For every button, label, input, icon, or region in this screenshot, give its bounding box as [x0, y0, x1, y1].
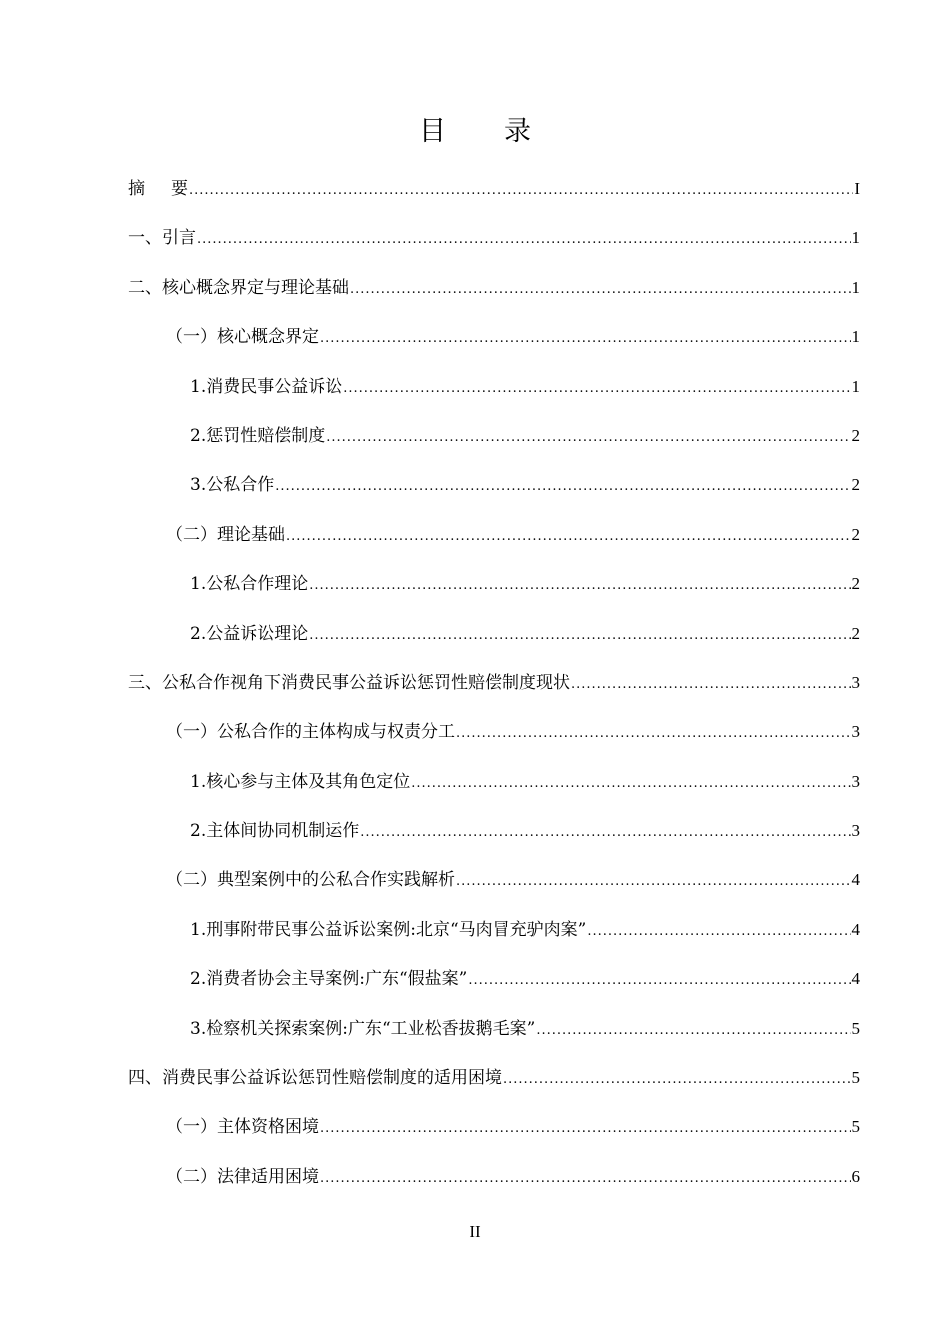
toc-entry-label: 2.公益诉讼理论	[190, 623, 309, 644]
toc-entry-page: 1	[851, 376, 860, 396]
toc-entry-page: 3	[851, 771, 860, 791]
dot-leader	[197, 219, 851, 261]
toc-entry-label: 1.刑事附带民事公益诉讼案例:北京“马肉冒充驴肉案”	[190, 919, 587, 940]
dot-leader	[456, 713, 851, 755]
page-title-part2: 录	[504, 116, 531, 147]
toc-entry[interactable]	[128, 1106, 860, 1155]
page-title	[0, 112, 950, 152]
toc-entry[interactable]	[128, 514, 860, 563]
toc-entry-label: （一）核心概念界定	[166, 327, 319, 348]
toc-entry-label: 四、消费民事公益诉讼惩罚性赔偿制度的适用困境	[128, 1068, 502, 1089]
toc-entry-label: （二）典型案例中的公私合作实践解析	[166, 870, 455, 891]
toc-entry-page: 2	[851, 475, 860, 495]
dot-leader	[309, 615, 850, 657]
table-of-contents	[128, 168, 860, 1205]
toc-entry-label: 1.公私合作理论	[190, 574, 309, 595]
toc-entry-label: 3.检察机关探索案例:广东“工业松香拔鹅毛案”	[190, 1018, 536, 1039]
toc-entry-label: 2.消费者协会主导案例:广东“假盐案”	[190, 969, 468, 990]
toc-entry-page: I	[854, 179, 860, 198]
toc-entry[interactable]	[128, 464, 860, 513]
toc-entry[interactable]	[128, 958, 860, 1007]
dot-leader	[286, 516, 851, 558]
toc-entry-page: 5	[851, 1018, 860, 1038]
toc-entry-label: 1.消费民事公益诉讼	[190, 376, 343, 397]
toc-entry-page: 1	[851, 277, 860, 297]
toc-entry-abstract[interactable]	[128, 168, 860, 217]
dot-leader	[587, 911, 850, 953]
toc-entry-page: 4	[851, 870, 860, 890]
dot-leader	[411, 763, 850, 805]
toc-entry-page: 5	[851, 1068, 860, 1088]
toc-entry[interactable]	[128, 859, 860, 908]
toc-entry[interactable]	[128, 662, 860, 711]
toc-entry-page: 1	[851, 327, 860, 347]
toc-entry[interactable]	[128, 1057, 860, 1106]
toc-entry[interactable]	[128, 1008, 860, 1057]
toc-entry-page: 2	[851, 574, 860, 594]
toc-entry-label: 1.核心参与主体及其角色定位	[190, 771, 411, 792]
toc-entry[interactable]	[128, 909, 860, 958]
toc-entry-page: 5	[851, 1117, 860, 1137]
toc-entry-page: 1	[851, 228, 860, 248]
toc-entry-page: 6	[851, 1166, 860, 1186]
toc-entry-label: 3.公私合作	[190, 475, 275, 496]
dot-leader	[456, 861, 851, 903]
dot-leader	[275, 466, 850, 508]
page-title-part1: 目	[419, 116, 446, 147]
toc-entry[interactable]	[128, 761, 860, 810]
toc-entry-label: 二、核心概念界定与理论基础	[128, 277, 349, 298]
dot-leader	[571, 664, 851, 706]
toc-entry[interactable]	[128, 316, 860, 365]
toc-entry[interactable]	[128, 415, 860, 464]
toc-entry[interactable]	[128, 613, 860, 662]
toc-entry-label: （二）法律适用困境	[166, 1166, 319, 1187]
toc-entry[interactable]	[128, 711, 860, 760]
footer-page-number: II	[469, 1222, 481, 1241]
toc-entry-label: （二）理论基础	[166, 524, 285, 545]
dot-leader	[320, 318, 851, 360]
toc-entry[interactable]	[128, 810, 860, 859]
dot-leader	[536, 1010, 850, 1052]
toc-entry-page: 4	[851, 969, 860, 989]
toc-entry-label: （一）公私合作的主体构成与权责分工	[166, 722, 455, 743]
dot-leader	[189, 170, 853, 212]
toc-entry-label: 2.主体间协同机制运作	[190, 821, 360, 842]
dot-leader	[503, 1059, 851, 1101]
toc-entry[interactable]	[128, 267, 860, 316]
dot-leader	[360, 812, 850, 854]
toc-entry-label: 一、引言	[128, 228, 196, 249]
dot-leader	[326, 417, 850, 459]
toc-entry-page: 2	[851, 425, 860, 445]
toc-entry-label: 三、公私合作视角下消费民事公益诉讼惩罚性赔偿制度现状	[128, 672, 570, 693]
toc-entry[interactable]	[128, 1156, 860, 1205]
toc-entry-page: 2	[851, 623, 860, 643]
dot-leader	[320, 1108, 851, 1150]
dot-leader	[343, 368, 850, 410]
dot-leader	[350, 269, 851, 311]
toc-entry-page: 3	[851, 722, 860, 742]
toc-entry[interactable]	[128, 366, 860, 415]
toc-entry-label: 摘 要	[128, 179, 188, 199]
toc-entry[interactable]	[128, 563, 860, 612]
toc-entry-page: 3	[851, 821, 860, 841]
toc-entry-page: 3	[851, 672, 860, 692]
dot-leader	[468, 960, 850, 1002]
dot-leader	[320, 1158, 851, 1200]
toc-entry-label: 2.惩罚性赔偿制度	[190, 425, 326, 446]
toc-entry-page: 4	[851, 919, 860, 939]
toc-entry[interactable]	[128, 217, 860, 266]
toc-entry-label: （一）主体资格困境	[166, 1117, 319, 1138]
toc-entry-page: 2	[851, 524, 860, 544]
dot-leader	[309, 565, 850, 607]
